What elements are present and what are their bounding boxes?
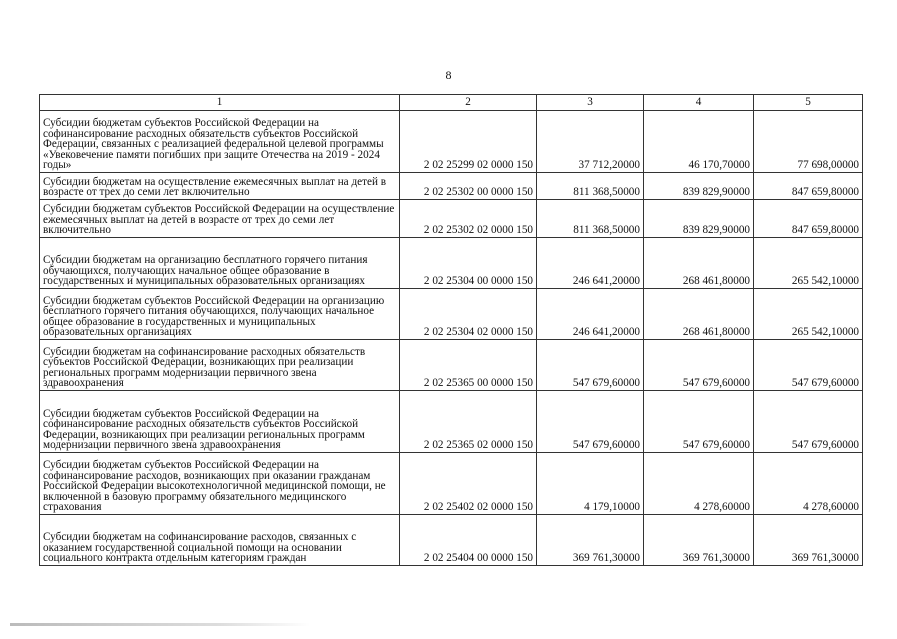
row-value-col5: 547 679,60000 <box>754 391 863 453</box>
row-description: Субсидии бюджетам субъектов Российской Федерации на осуществление ежемесячных выплат на детей в возрасте от трех до семи лет включительно <box>40 200 400 238</box>
row-code: 2 02 25302 02 0000 150 <box>400 200 537 238</box>
row-value-col5: 265 542,10000 <box>754 238 863 289</box>
row-description: Субсидии бюджетам субъектов Российской Федерации на организацию бесплатного горячего питания обучающихся, получающих начальное общее образование в государственных и муниципальных образовательных организациях <box>40 289 400 340</box>
page-number: 8 <box>445 68 452 82</box>
row-code: 2 02 25304 02 0000 150 <box>400 289 537 340</box>
table-row <box>40 340 863 391</box>
row-value-col5: 369 761,30000 <box>754 515 863 566</box>
table-header-row <box>40 95 863 111</box>
row-value-col3: 547 679,60000 <box>537 340 644 391</box>
row-value-col4: 839 829,90000 <box>644 173 754 200</box>
row-value-col5: 265 542,10000 <box>754 289 863 340</box>
table-row <box>40 391 863 453</box>
table-row <box>40 515 863 566</box>
row-value-col3: 37 712,20000 <box>537 111 644 173</box>
row-value-col3: 811 368,50000 <box>537 173 644 200</box>
row-value-col4: 369 761,30000 <box>644 515 754 566</box>
column-header-3: 3 <box>537 95 644 111</box>
row-description: Субсидии бюджетам на организацию бесплатного горячего питания обучающихся, получающих начальное общее образование в государственных и муниципальных образовательных организациях <box>40 238 400 289</box>
row-description: Субсидии бюджетам на софинансирование расходов, связанных с оказанием государственной социальной помощи на основании социального контракта отдельным категориям граждан <box>40 515 400 566</box>
row-code: 2 02 25304 00 0000 150 <box>400 238 537 289</box>
row-value-col4: 547 679,60000 <box>644 391 754 453</box>
row-code: 2 02 25402 02 0000 150 <box>400 453 537 515</box>
row-value-col4: 268 461,80000 <box>644 289 754 340</box>
row-value-col5: 4 278,60000 <box>754 453 863 515</box>
table-row <box>40 173 863 200</box>
column-header-2: 2 <box>400 95 537 111</box>
budget-table <box>39 94 863 566</box>
row-value-col4: 268 461,80000 <box>644 238 754 289</box>
row-description: Субсидии бюджетам на софинансирование расходных обязательств субъектов Российской Федерации, возникающих при реализации региональных программ модернизации первичного звена здравоохранения <box>40 340 400 391</box>
table-row <box>40 289 863 340</box>
row-code: 2 02 25299 02 0000 150 <box>400 111 537 173</box>
row-value-col4: 839 829,90000 <box>644 200 754 238</box>
column-header-1: 1 <box>40 95 400 111</box>
row-value-col3: 369 761,30000 <box>537 515 644 566</box>
table-row <box>40 238 863 289</box>
table-row <box>40 200 863 238</box>
column-header-5: 5 <box>754 95 863 111</box>
row-value-col4: 4 278,60000 <box>644 453 754 515</box>
row-value-col3: 4 179,10000 <box>537 453 644 515</box>
row-value-col3: 811 368,50000 <box>537 200 644 238</box>
scan-edge-line <box>10 623 310 626</box>
row-value-col4: 46 170,70000 <box>644 111 754 173</box>
row-value-col4: 547 679,60000 <box>644 340 754 391</box>
row-code: 2 02 25302 00 0000 150 <box>400 173 537 200</box>
row-description: Субсидии бюджетам субъектов Российской Федерации на софинансирование расходных обязательств субъектов Российской Федерации, связанных с реализацией федеральной целевой программы «Увековечение памяти погибших при защите Отечества на 2019 - 2024 годы» <box>40 111 400 173</box>
row-code: 2 02 25404 00 0000 150 <box>400 515 537 566</box>
row-description: Субсидии бюджетам на осуществление ежемесячных выплат на детей в возрасте от трех до семи лет включительно <box>40 173 400 200</box>
column-header-4: 4 <box>644 95 754 111</box>
row-value-col5: 847 659,80000 <box>754 173 863 200</box>
row-value-col3: 246 641,20000 <box>537 238 644 289</box>
row-value-col5: 547 679,60000 <box>754 340 863 391</box>
table-row <box>40 111 863 173</box>
table-row <box>40 453 863 515</box>
row-value-col3: 547 679,60000 <box>537 391 644 453</box>
row-code: 2 02 25365 02 0000 150 <box>400 391 537 453</box>
row-value-col5: 847 659,80000 <box>754 200 863 238</box>
row-value-col5: 77 698,00000 <box>754 111 863 173</box>
row-value-col3: 246 641,20000 <box>537 289 644 340</box>
row-description: Субсидии бюджетам субъектов Российской Федерации на софинансирование расходных обязательств субъектов Российской Федерации, возникающих при реализации региональных программ модернизации первичного звена здравоохранения <box>40 391 400 453</box>
row-code: 2 02 25365 00 0000 150 <box>400 340 537 391</box>
row-description: Субсидии бюджетам субъектов Российской Федерации на софинансирование расходов, возникающих при оказании гражданам Российской Федерации высокотехнологичной медицинской помощи, не включенной в базовую программу обязательного медицинского страхования <box>40 453 400 515</box>
